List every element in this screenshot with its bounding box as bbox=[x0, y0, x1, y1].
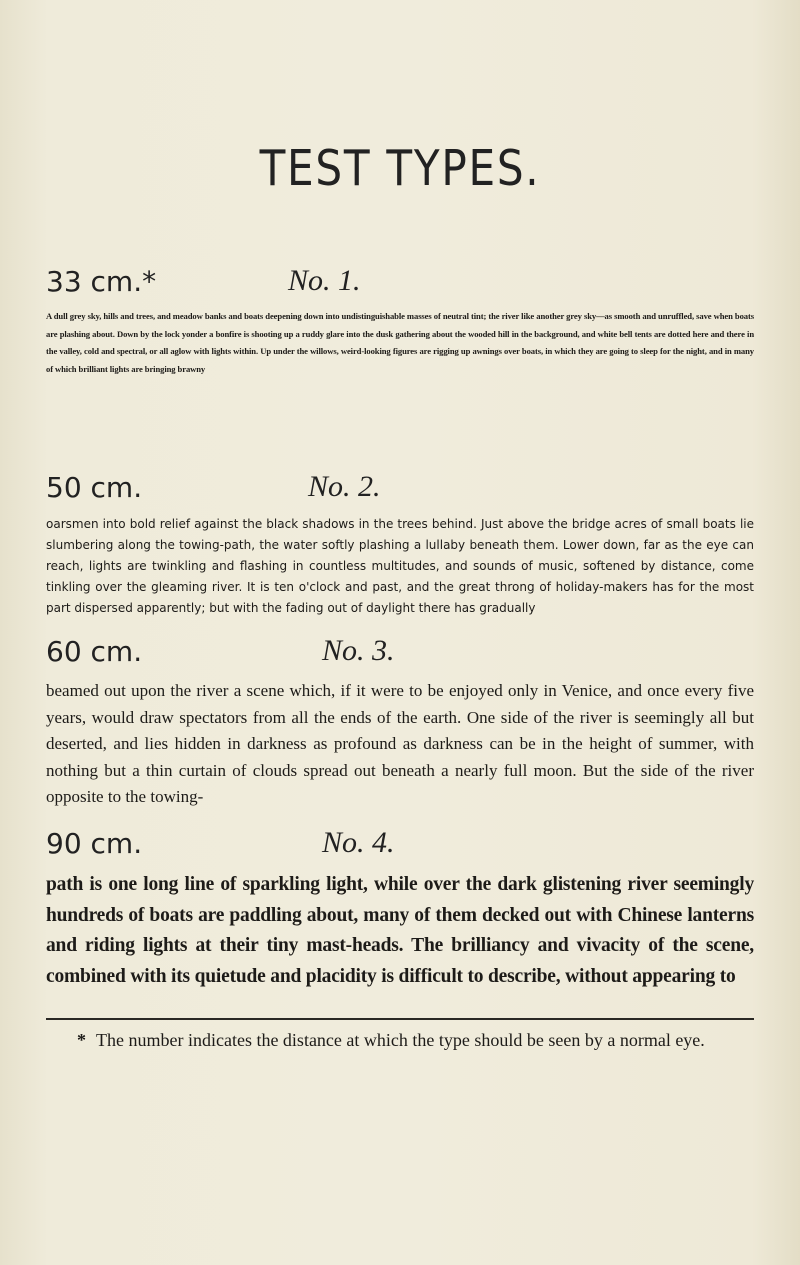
distance-label: 90 cm. bbox=[46, 827, 143, 860]
test-type-section-2 bbox=[46, 468, 754, 619]
test-type-section-4 bbox=[46, 824, 754, 992]
type-number: No. 2. bbox=[308, 470, 381, 503]
footnote bbox=[46, 1026, 746, 1055]
page-title: TEST TYPES. bbox=[259, 140, 541, 197]
type-number: No. 4. bbox=[322, 826, 395, 859]
section-heading bbox=[46, 632, 754, 672]
test-paragraph: oarsmen into bold relief against the black shadows in the trees behind. Just above the bridge acres of small boats lie slumbering along the towing-path, the water softly plashing a lullaby beneath them. Lower down, far as the eye can reach, lights are twinkling and flashing in countless multitudes, and sounds of music, softened by distance, come tinkling over the gleaming river. It is ten o'clock and past, and the great throng of holiday-makers has for the most part dispersed apparently; but with the fading out of daylight there has gradually bbox=[46, 517, 754, 615]
distance-label: 60 cm. bbox=[46, 635, 143, 668]
type-number: No. 3. bbox=[322, 634, 395, 667]
test-type-section-3 bbox=[46, 632, 754, 811]
test-paragraph: A dull grey sky, hills and trees, and meadow banks and boats deepening down into undistinguishable masses of neutral tint; the river like another grey sky—as smooth and unruffled, save when boats are plashing about. Down by the lock yonder a bonfire is shooting up a ruddy glare into the dusk gathering about the wooded hill in the background, and white bell tents are dotted here and there in the valley, cold and spectral, or all aglow with lights within. Up under the willows, weird-looking figures are rigging up awnings over boats, in which they are going to sleep for the night, and in many of which brilliant lights are bringing brawny bbox=[46, 311, 754, 374]
footnote-marker: * bbox=[77, 1030, 86, 1050]
section-heading bbox=[46, 262, 754, 302]
type-number: No. 1. bbox=[288, 264, 361, 297]
footnote-text: The number indicates the distance at which the type should be seen by a normal eye. bbox=[96, 1030, 705, 1050]
test-paragraph: beamed out upon the river a scene which, if it were to be enjoyed only in Venice, and once every five years, would draw spectators from all the ends of the earth. One side of the river is seemingly all but deserted, and lies hidden in darkness as profound as darkness can be in the height of summer, with nothing but a thin curtain of clouds spread out beneath a nearly full moon. But the side of the river opposite to the towing- bbox=[46, 681, 754, 806]
test-type-section-1 bbox=[46, 262, 754, 378]
section-heading bbox=[46, 468, 754, 508]
distance-label: 33 cm.* bbox=[46, 265, 157, 298]
section-heading bbox=[46, 824, 754, 864]
test-paragraph: path is one long line of sparkling light, while over the dark glistening river seemingly hundreds of boats are paddling about, many of them decked out with Chinese lanterns and riding lights at their tiny mast-heads. The brilliancy and vivacity of the scene, combined with its quietude and placidity is difficult to describe, without appearing to bbox=[46, 874, 754, 987]
footnote-divider bbox=[46, 1018, 754, 1020]
distance-label: 50 cm. bbox=[46, 471, 143, 504]
